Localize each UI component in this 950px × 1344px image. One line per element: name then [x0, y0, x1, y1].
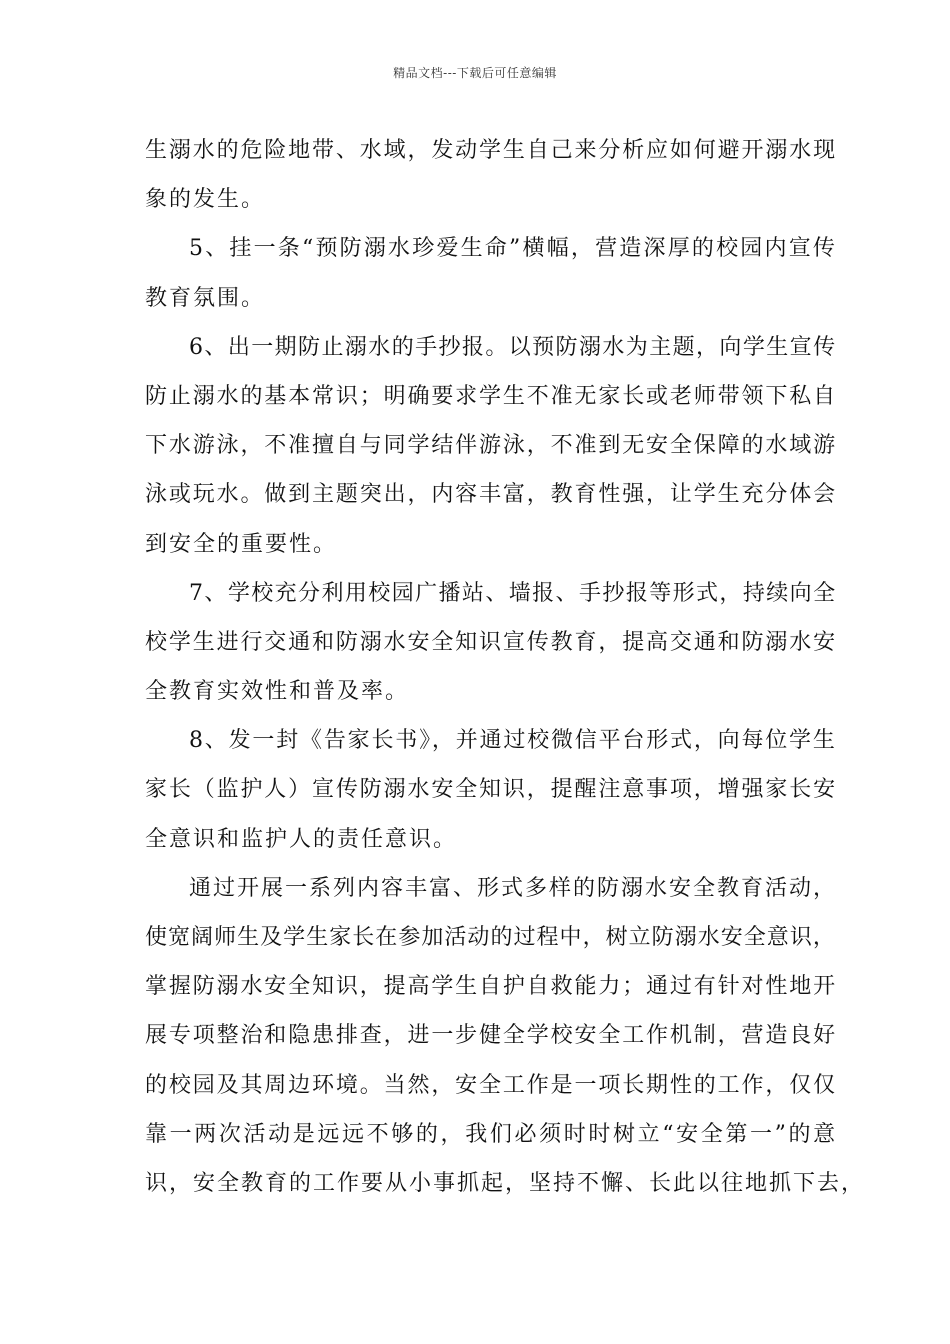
text-line: 7、学校充分利用校园广播站、墙报、手抄报等形式，持续向全	[189, 580, 837, 606]
text-line: 全教育实效性和普及率。	[145, 679, 410, 705]
body-text	[145, 126, 866, 1208]
text-line: 泳或玩水。做到主题突出，内容丰富，教育性强，让学生充分体会	[145, 482, 837, 508]
text-line: 通过开展一系列内容丰富、形式多样的防溺水安全教育活动，	[189, 875, 838, 901]
text-line: 象的发生。	[145, 187, 266, 213]
text-line: 的校园及其周边环境。当然，安全工作是一项长期性的工作，仅仅	[145, 1072, 837, 1098]
text-line: 5、挂一条“预防溺水珍爱生命”横幅，营造深厚的校园内宣传	[189, 236, 838, 262]
text-line: 家长（监护人）宣传防溺水安全知识，提醒注意事项，增强家长安	[145, 777, 837, 803]
text-line: 防止溺水的基本常识；明确要求学生不准无家长或老师带领下私自	[145, 383, 837, 409]
text-line: 下水游泳，不准擅自与同学结伴游泳，不准到无安全保障的水域游	[145, 433, 837, 459]
text-line: 识，安全教育的工作要从小事抓起，坚持不懈、长此以往地抓下去，	[145, 1170, 866, 1196]
text-line: 到安全的重要性。	[145, 531, 338, 557]
text-line: 使宽阔师生及学生家长在参加活动的过程中，树立防溺水安全意识，	[145, 925, 836, 950]
text-line: 8、发一封《告家长书》，并通过校微信平台形式，向每位学生	[189, 728, 837, 754]
text-line: 掌握防溺水安全知识，提高学生自护自救能力；通过有针对性地开	[145, 974, 837, 1000]
text-line: 6、出一期防止溺水的手抄报。以预防溺水为主题，向学生宣传	[189, 334, 837, 360]
page-header: 精品文档---下载后可任意编辑	[393, 66, 557, 80]
text-line: 教育氛围。	[145, 285, 266, 311]
text-line: 全意识和监护人的责任意识。	[145, 826, 458, 852]
text-line: 校学生进行交通和防溺水安全知识宣传教育，提高交通和防溺水安	[145, 629, 837, 655]
text-line: 生溺水的危险地带、水域，发动学生自己来分析应如何避开溺水现	[145, 138, 837, 163]
text-line: 展专项整治和隐患排查，进一步健全学校安全工作机制，营造良好	[145, 1023, 837, 1049]
text-line: 靠一两次活动是远远不够的，我们必须时时树立“安全第一”的意	[145, 1121, 838, 1147]
